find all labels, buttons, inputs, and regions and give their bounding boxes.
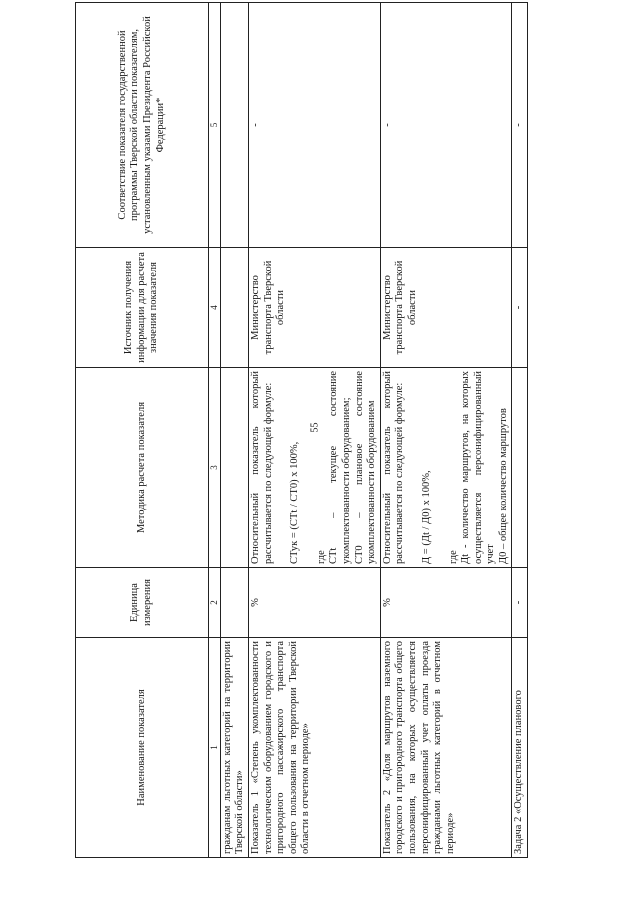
column-number: 4: [209, 248, 221, 368]
table-row: [380, 3, 512, 858]
method-definition: Дt - количество маршрутов, на которых осуществляется персонифицированный учет: [460, 371, 497, 564]
method-where: где: [315, 550, 327, 564]
table-row: [248, 3, 380, 858]
method-paragraph: Относительный показатель который рассчитывается по следующей формуле:: [381, 371, 406, 564]
column-number: 2: [209, 568, 221, 638]
header-compliance: Соответствие показателя государственной программы Тверской области показателям, установленным указами Президента Российской Федерации*: [76, 3, 209, 248]
indicator-name-cell: Показатель 2 «Доля маршрутов наземного городского и пригородного транспорта общего пользования, на которых осуществляется персонифицированный учет оплаты проезда гражданами льготных категорий в отчетном периоде»: [380, 638, 512, 858]
method-where: где: [447, 550, 459, 564]
unit-cell: %: [380, 568, 512, 638]
source-cell: Министерство транспорта Тверской области: [380, 248, 512, 368]
indicator-name-cell: гражданам льготных категорий на территории Тверской области»: [220, 638, 248, 858]
unit-cell: [220, 568, 248, 638]
column-number: 3: [209, 368, 221, 568]
method-cell: [512, 368, 528, 568]
rotated-page-content: [30, 0, 640, 880]
compliance-cell: -: [248, 3, 380, 248]
indicators-table: [75, 2, 528, 858]
column-number-row: [209, 3, 221, 858]
indicator-name-cell: Показатель 1 «Степень укомплектованности технологическим оборудованием городского и пригородного пассажирского транспорта общего пользования на территории Тверской области в отчетном периоде»: [248, 638, 380, 858]
method-paragraph: Относительный показатель который рассчитывается по следующей формуле:: [249, 371, 274, 564]
method-cell: [220, 368, 248, 568]
method-cell: [380, 368, 512, 568]
source-cell: -: [512, 248, 528, 368]
compliance-cell: [220, 3, 248, 248]
compliance-cell: -: [380, 3, 512, 248]
method-cell: [248, 368, 380, 568]
source-cell: [220, 248, 248, 368]
table-row: [512, 3, 528, 858]
method-definition: СТt – текущее состояние укомплектованности оборудованием;: [328, 371, 352, 564]
unit-cell: %: [248, 568, 380, 638]
header-unit: Единица измерения: [76, 568, 209, 638]
page-number: 55: [309, 422, 321, 433]
header-data-source: Источник получения информации для расчета значения показателя: [76, 248, 209, 368]
compliance-cell: -: [512, 3, 528, 248]
unit-cell: -: [512, 568, 528, 638]
source-cell: Министерство транспорта Тверской области: [248, 248, 380, 368]
method-definition: Д0 – общее количество маршрутов: [497, 408, 509, 564]
column-number: 5: [209, 3, 221, 248]
column-number: 1: [209, 638, 221, 858]
method-formula: СТук = (СТt / СТ0) х 100%,: [289, 441, 301, 564]
header-calculation-method: Методика расчета показателя: [76, 368, 209, 568]
method-formula: Д = (Дt / Д0) х 100%,: [420, 470, 432, 564]
header-indicator-name: Наименование показателя: [76, 638, 209, 858]
table-row: [220, 3, 248, 858]
method-definition: СТ0 – плановое состояние укомплектованности оборудованием: [353, 371, 378, 564]
header-row: [76, 3, 209, 858]
indicator-name-cell: Задача 2 «Осуществление планового: [512, 638, 528, 858]
